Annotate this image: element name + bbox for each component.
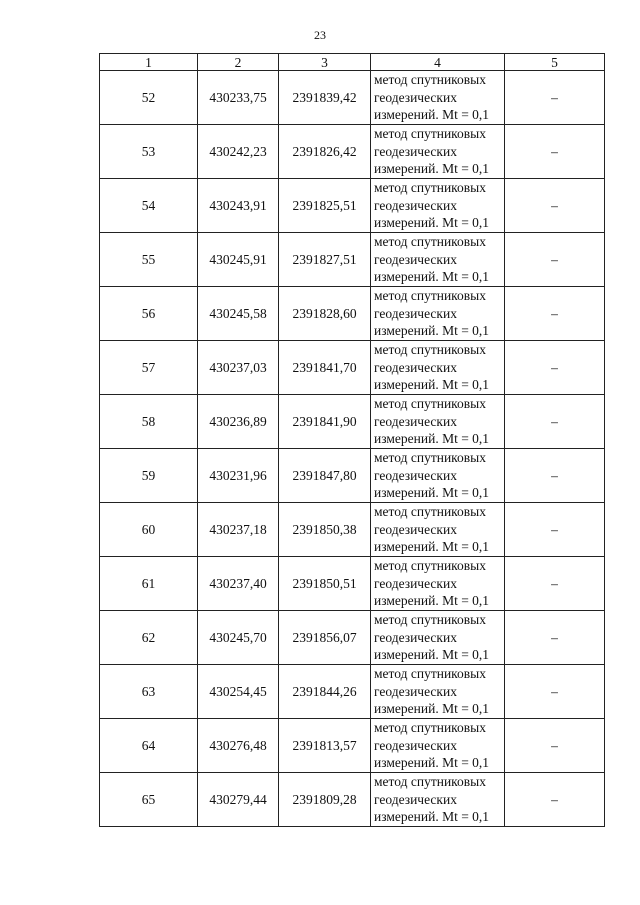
x-coordinate-cell: 430231,96 [198,449,279,503]
method-line: метод спутниковых [374,720,486,736]
method-cell [371,341,505,395]
note-cell: – [505,773,605,827]
table-row [100,233,605,287]
method-line: метод спутниковых [374,234,486,250]
method-cell [371,773,505,827]
method-line: метод спутниковых [374,612,486,628]
note-cell: – [505,611,605,665]
method-cell [371,719,505,773]
note-cell: – [505,503,605,557]
point-number-cell: 59 [100,449,198,503]
table-row [100,125,605,179]
method-line: метод спутниковых [374,342,486,358]
method-line: измерений. Mt = 0,1 [374,809,490,825]
y-coordinate-cell: 2391827,51 [279,233,371,287]
method-cell [371,179,505,233]
table-row [100,503,605,557]
method-line: измерений. Mt = 0,1 [374,377,490,393]
y-coordinate-cell: 2391825,51 [279,179,371,233]
column-header-4: 4 [371,54,505,71]
method-line: метод спутниковых [374,180,486,196]
note-cell: – [505,125,605,179]
method-line: геодезических [374,89,457,105]
table-row [100,287,605,341]
note-cell: – [505,665,605,719]
table-row [100,557,605,611]
method-line: измерений. Mt = 0,1 [374,593,490,609]
method-line: геодезических [374,737,457,753]
point-number-cell: 56 [100,287,198,341]
method-line: метод спутниковых [374,126,486,142]
method-line: геодезических [374,575,457,591]
method-line: метод спутниковых [374,666,486,682]
column-header-5: 5 [505,54,605,71]
point-number-cell: 64 [100,719,198,773]
y-coordinate-cell: 2391809,28 [279,773,371,827]
method-line: измерений. Mt = 0,1 [374,107,490,123]
method-line: метод спутниковых [374,396,486,412]
note-cell: – [505,557,605,611]
column-header-3: 3 [279,54,371,71]
note-cell: – [505,233,605,287]
method-line: измерений. Mt = 0,1 [374,755,490,771]
table-row [100,665,605,719]
method-cell [371,395,505,449]
table-row [100,395,605,449]
method-line: геодезических [374,521,457,537]
point-number-cell: 62 [100,611,198,665]
method-line: измерений. Mt = 0,1 [374,323,490,339]
point-number-cell: 63 [100,665,198,719]
method-line: метод спутниковых [374,450,486,466]
note-cell: – [505,449,605,503]
method-line: измерений. Mt = 0,1 [374,269,490,285]
x-coordinate-cell: 430242,23 [198,125,279,179]
y-coordinate-cell: 2391844,26 [279,665,371,719]
table-row [100,773,605,827]
method-line: измерений. Mt = 0,1 [374,431,490,447]
y-coordinate-cell: 2391850,51 [279,557,371,611]
table-row [100,719,605,773]
page-number: 23 [314,28,326,42]
note-cell: – [505,71,605,125]
y-coordinate-cell: 2391839,42 [279,71,371,125]
x-coordinate-cell: 430237,03 [198,341,279,395]
point-number-cell: 53 [100,125,198,179]
method-line: геодезических [374,197,457,213]
x-coordinate-cell: 430237,40 [198,557,279,611]
point-number-cell: 52 [100,71,198,125]
table-row [100,449,605,503]
coordinates-table [99,53,605,827]
x-coordinate-cell: 430245,70 [198,611,279,665]
method-cell [371,449,505,503]
method-line: метод спутниковых [374,288,486,304]
method-cell [371,557,505,611]
point-number-cell: 58 [100,395,198,449]
y-coordinate-cell: 2391813,57 [279,719,371,773]
x-coordinate-cell: 430243,91 [198,179,279,233]
method-line: измерений. Mt = 0,1 [374,701,490,717]
method-line: метод спутниковых [374,504,486,520]
x-coordinate-cell: 430245,58 [198,287,279,341]
x-coordinate-cell: 430233,75 [198,71,279,125]
point-number-cell: 65 [100,773,198,827]
y-coordinate-cell: 2391826,42 [279,125,371,179]
point-number-cell: 60 [100,503,198,557]
method-line: измерений. Mt = 0,1 [374,161,490,177]
x-coordinate-cell: 430245,91 [198,233,279,287]
method-cell [371,125,505,179]
point-number-cell: 55 [100,233,198,287]
method-line: метод спутниковых [374,558,486,574]
table-row [100,179,605,233]
method-line: геодезических [374,683,457,699]
note-cell: – [505,719,605,773]
method-cell [371,503,505,557]
x-coordinate-cell: 430236,89 [198,395,279,449]
method-line: геодезических [374,791,457,807]
column-header-2: 2 [198,54,279,71]
table-row [100,341,605,395]
y-coordinate-cell: 2391847,80 [279,449,371,503]
y-coordinate-cell: 2391856,07 [279,611,371,665]
x-coordinate-cell: 430276,48 [198,719,279,773]
table-body [100,71,605,827]
point-number-cell: 57 [100,341,198,395]
y-coordinate-cell: 2391841,70 [279,341,371,395]
note-cell: – [505,341,605,395]
method-cell [371,665,505,719]
y-coordinate-cell: 2391828,60 [279,287,371,341]
y-coordinate-cell: 2391850,38 [279,503,371,557]
x-coordinate-cell: 430254,45 [198,665,279,719]
header-row [100,54,605,71]
method-line: измерений. Mt = 0,1 [374,539,490,555]
method-cell [371,287,505,341]
method-line: измерений. Mt = 0,1 [374,647,490,663]
table-row [100,611,605,665]
note-cell: – [505,395,605,449]
method-line: геодезических [374,305,457,321]
method-line: геодезических [374,467,457,483]
point-number-cell: 61 [100,557,198,611]
method-line: измерений. Mt = 0,1 [374,485,490,501]
x-coordinate-cell: 430279,44 [198,773,279,827]
method-line: метод спутниковых [374,72,486,88]
method-line: метод спутниковых [374,774,486,790]
method-cell [371,611,505,665]
method-cell [371,71,505,125]
method-line: измерений. Mt = 0,1 [374,215,490,231]
table-header [100,54,605,71]
x-coordinate-cell: 430237,18 [198,503,279,557]
method-line: геодезических [374,359,457,375]
method-line: геодезических [374,143,457,159]
table-row [100,71,605,125]
note-cell: – [505,287,605,341]
method-line: геодезических [374,251,457,267]
note-cell: – [505,179,605,233]
method-cell [371,233,505,287]
method-line: геодезических [374,413,457,429]
y-coordinate-cell: 2391841,90 [279,395,371,449]
point-number-cell: 54 [100,179,198,233]
column-header-1: 1 [100,54,198,71]
method-line: геодезических [374,629,457,645]
